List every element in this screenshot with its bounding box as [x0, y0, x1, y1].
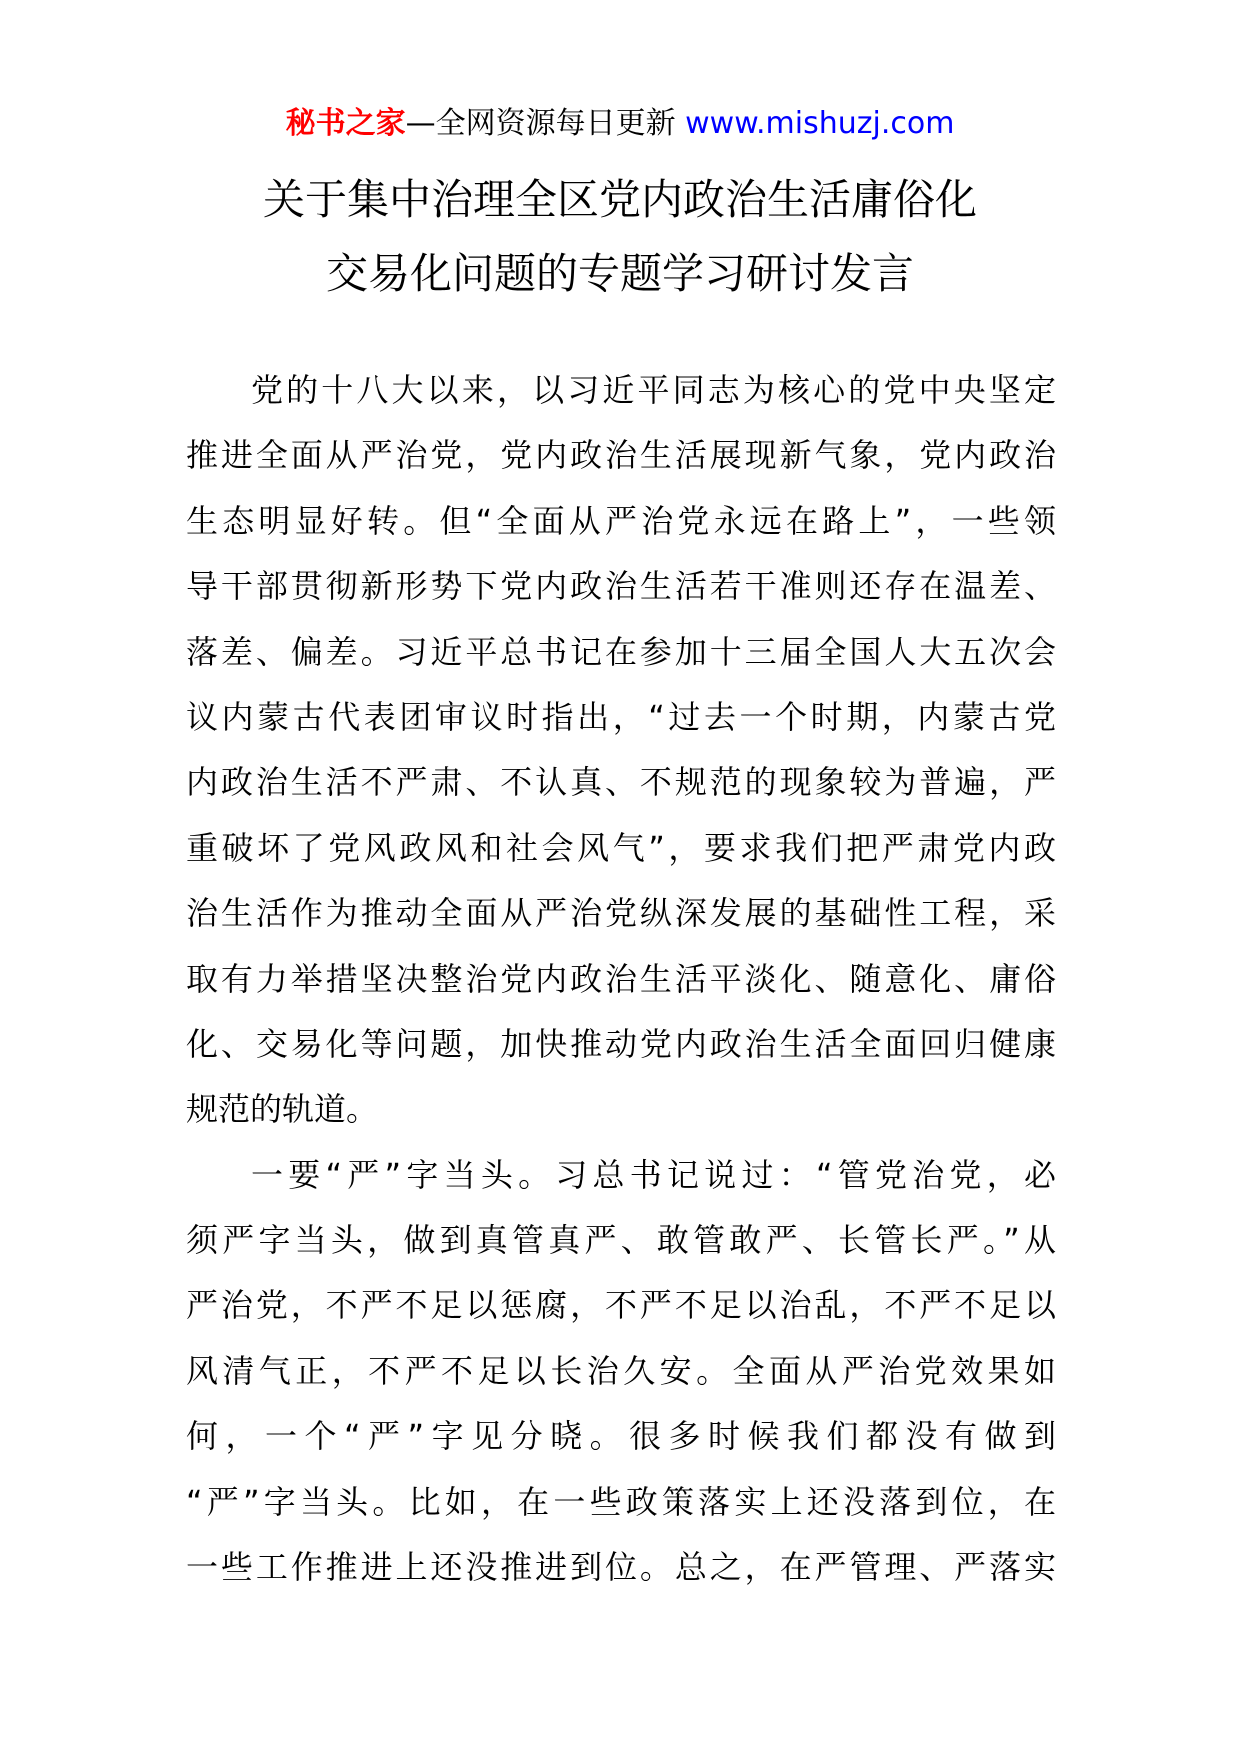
paragraph-line: 生态明显好转。但“全面从严治党永远在路上”，一些领	[186, 501, 1056, 540]
paragraph-line: 党的十八大以来，以习近平同志为核心的党中央坚定	[251, 371, 1056, 409]
title-line-1: 关于集中治理全区党内政治生活庸俗化	[262, 175, 977, 224]
paragraph-line: 严治党，不严不足以惩腐，不严不足以治乱，不严不足以	[186, 1286, 1056, 1325]
paragraph-line: 议内蒙古代表团审议时指出，“过去一个时期，内蒙古党	[186, 697, 1056, 736]
paragraph-line: 重破坏了党风政风和社会风气”，要求我们把严肃党内政	[186, 828, 1056, 867]
paragraph-line: 何，一个“严”字见分晓。很多时候我们都没有做到	[186, 1417, 1056, 1456]
site-header	[0, 104, 1240, 144]
paragraph-line: 治生活作为推动全面从严治党纵深发展的基础性工程，采	[186, 894, 1056, 933]
paragraph-line: 导干部贯彻新形势下党内政治生活若干准则还存在温差、	[186, 567, 1056, 606]
paragraph-line: 风清气正，不严不足以长治久安。全面从严治党效果如	[186, 1351, 1056, 1390]
paragraph-line: 一要“严”字当头。习总书记说过：“管党治党，必	[251, 1155, 1056, 1194]
paragraph-line: 推进全面从严治党，党内政治生活展现新气象，党内政治	[186, 436, 1056, 475]
paragraph-line: 须严字当头，做到真管真严、敢管敢严、长管长严。”从	[186, 1221, 1056, 1260]
paragraph-line: 规范的轨道。	[186, 1090, 379, 1129]
site-url-link[interactable]: www.mishuzj.com	[685, 106, 955, 141]
paragraph-line: 一些工作推进上还没推进到位。总之，在严管理、严落实	[186, 1548, 1056, 1587]
paragraph-line: 落差、偏差。习近平总书记在参加十三届全国人大五次会	[186, 632, 1056, 671]
paragraph-line: 内政治生活不严肃、不认真、不规范的现象较为普遍，严	[186, 763, 1056, 802]
paragraph-line: 取有力举措坚决整治党内政治生活平淡化、随意化、庸俗	[186, 959, 1056, 998]
paragraph-line: 化、交易化等问题，加快推动党内政治生活全面回归健康	[186, 1024, 1056, 1063]
document-body	[186, 358, 1056, 1600]
document-title	[0, 163, 1240, 311]
title-line-2: 交易化问题的专题学习研讨发言	[325, 249, 914, 298]
paragraph-line: “严”字当头。比如，在一些政策落实上还没落到位，在	[186, 1482, 1056, 1521]
brand-name: 秘书之家	[285, 106, 406, 141]
header-tagline: —全网资源每日更新	[405, 106, 686, 141]
